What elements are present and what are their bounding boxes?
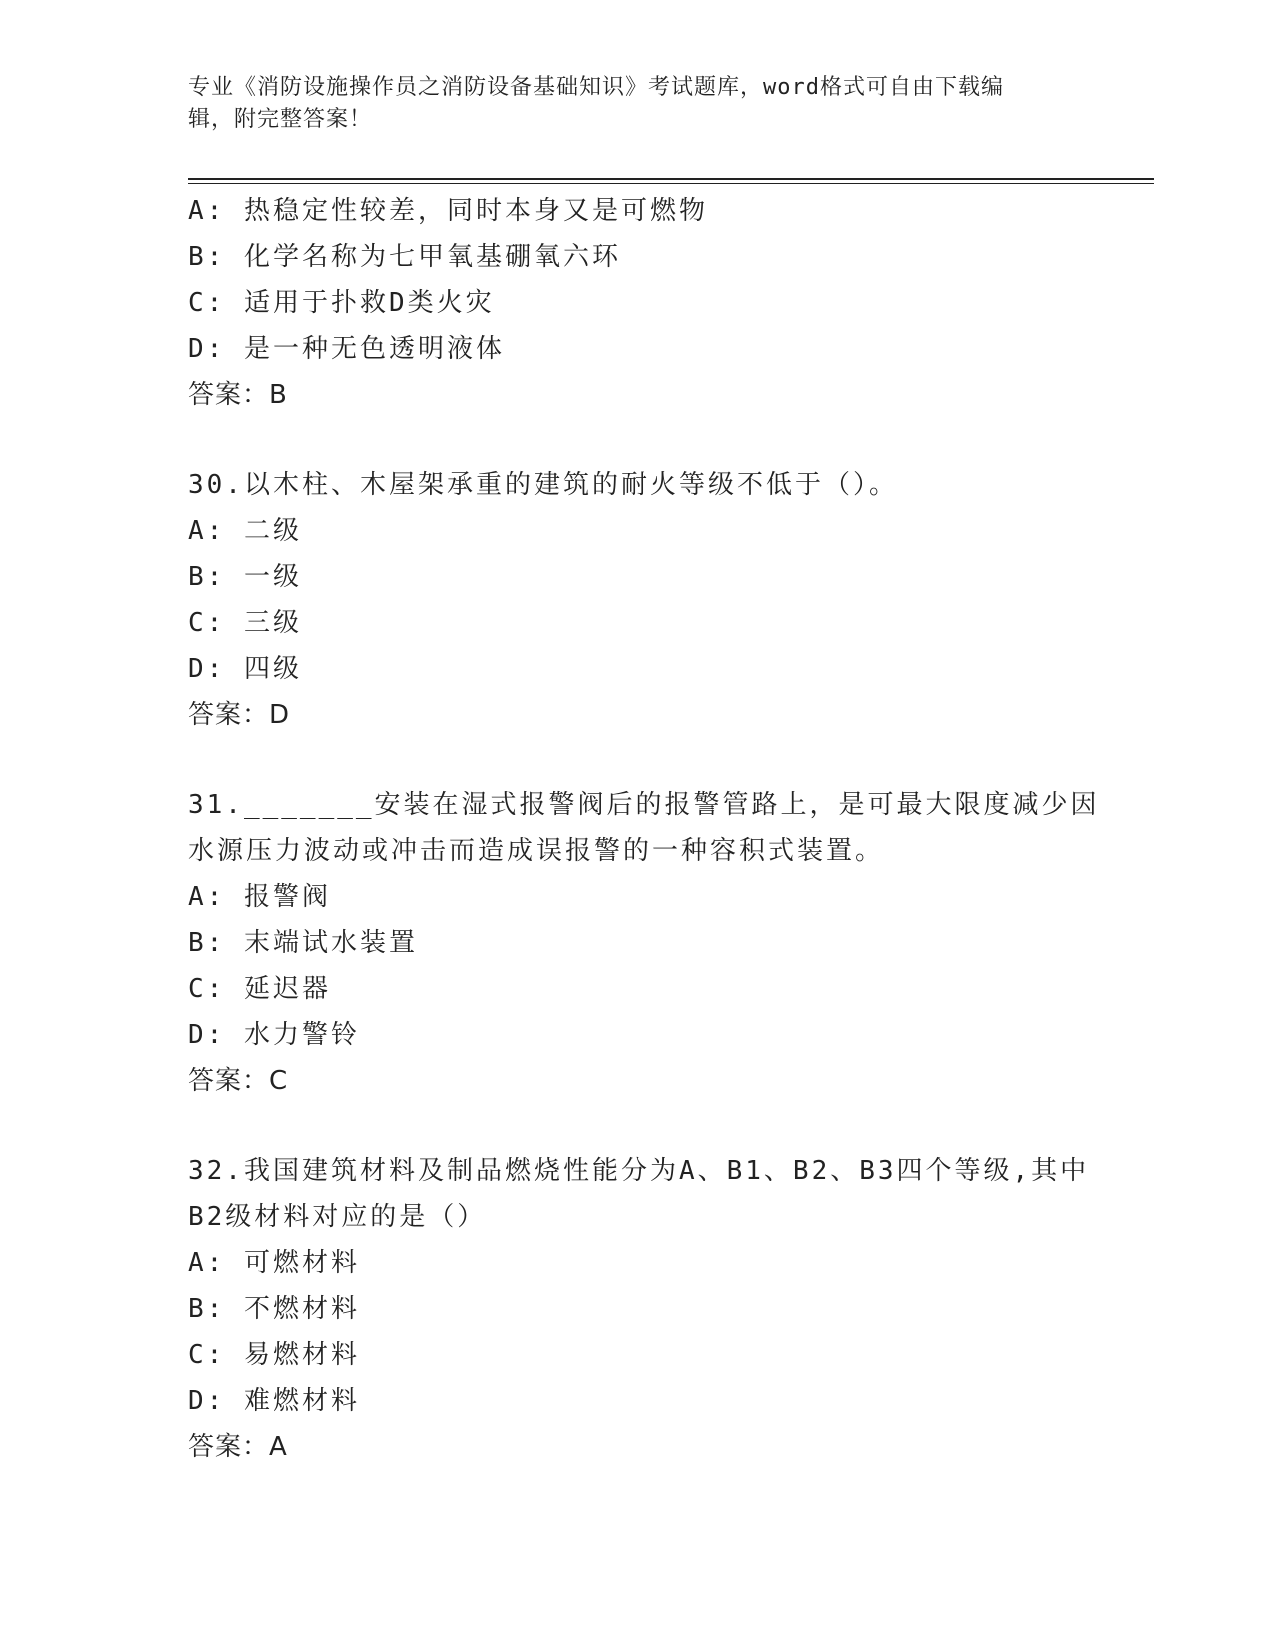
option-b: B: 化学名称为七甲氧基硼氧六环 [188,242,621,272]
option-d: D: 水力警铃 [188,1020,360,1050]
question-stem-line-2: 水源压力波动或冲击而造成误报警的一种容积式装置。 [188,836,885,866]
answer-line: 答案：A [188,1432,288,1462]
option-c: C: 延迟器 [188,974,331,1004]
option-a: A: 可燃材料 [188,1248,360,1278]
option-d: D: 是一种无色透明液体 [188,334,505,364]
answer-line: 答案：D [188,700,291,730]
document-header [188,72,1068,136]
header-intro-line-1: 专业《消防设施操作员之消防设备基础知识》考试题库，word格式可自由下载编 [188,75,1004,100]
answer-line: 答案：C [188,1066,289,1096]
option-b: B: 末端试水装置 [188,928,418,958]
option-c: C: 适用于扑救D类火灾 [188,288,495,318]
option-b: B: 一级 [188,562,302,592]
option-c: C: 易燃材料 [188,1340,360,1370]
question-stem-line-2: B2级材料对应的是（） [188,1202,487,1232]
option-c: C: 三级 [188,608,302,638]
option-a: A: 热稳定性较差，同时本身又是可燃物 [188,196,708,226]
question-stem: 30.以木柱、木屋架承重的建筑的耐火等级不低于（）。 [188,470,898,500]
question-list [188,188,1100,1470]
option-d: D: 四级 [188,654,302,684]
question-block [188,462,1088,738]
header-divider-thin [188,183,1154,184]
question-block [188,1148,1088,1470]
question-block [188,782,1100,1104]
option-a: A: 报警阀 [188,882,331,912]
option-a: A: 二级 [188,516,302,546]
header-divider-thick [188,178,1154,180]
answer-line: 答案：B [188,380,288,410]
question-stem-line-1: 31._______安装在湿式报警阀后的报警管路上，是可最大限度减少因 [188,790,1100,820]
option-b: B: 不燃材料 [188,1294,360,1324]
header-intro-line-2: 辑，附完整答案！ [188,107,373,132]
question-stem-line-1: 32.我国建筑材料及制品燃烧性能分为A、B1、B2、B3四个等级,其中 [188,1156,1090,1186]
question-block [188,188,1088,418]
option-d: D: 难燃材料 [188,1386,360,1416]
